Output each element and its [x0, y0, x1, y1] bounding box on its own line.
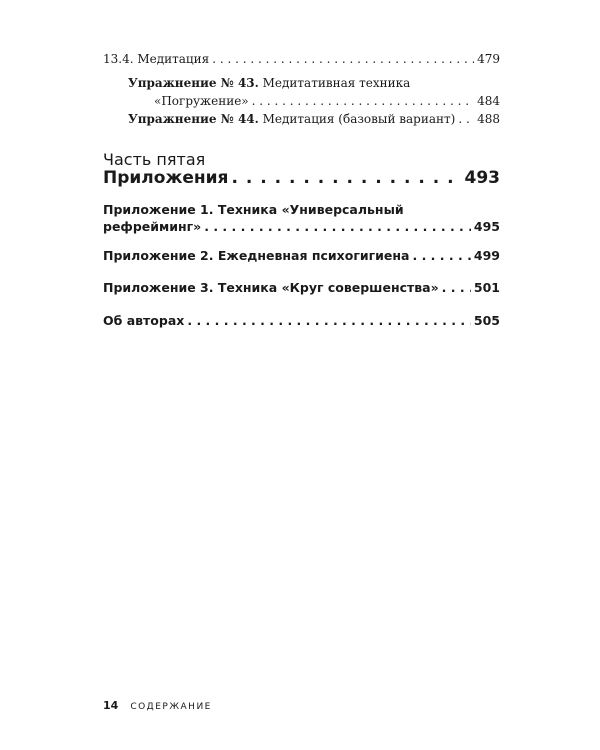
toc-entry-label: 13.4. Медитация	[103, 52, 210, 66]
exercise-prefix: Упражнение № 44.	[128, 112, 259, 126]
footer-section-label: СОДЕРЖАНИЕ	[130, 702, 212, 712]
part-title-entry[interactable]	[103, 168, 500, 188]
toc-entry-label: Медитация (базовый вариант)	[258, 112, 456, 126]
dot-leader	[212, 52, 474, 66]
toc-entry-label: Приложение 3. Техника «Круг совершенства»	[103, 280, 439, 295]
toc-page-number: 479	[477, 52, 500, 66]
toc-entry[interactable]	[103, 202, 404, 217]
footer-page-number: 14	[103, 699, 119, 712]
part-label: Часть пятая	[103, 150, 206, 169]
toc-entry-label: Приложение 1. Техника «Универсальный	[103, 202, 404, 217]
toc-page-number: 501	[473, 280, 500, 295]
dot-leader	[204, 219, 471, 234]
page-footer	[103, 699, 212, 712]
dot-leader	[231, 168, 461, 188]
toc-page-number: 484	[477, 94, 500, 108]
dot-leader	[187, 313, 471, 328]
toc-page-number: 505	[473, 313, 500, 328]
toc-entry-label: «Погружение»	[154, 94, 249, 108]
toc-entry-label: рефрейминг»	[103, 219, 202, 234]
toc-entry[interactable]	[103, 248, 500, 263]
toc-page-number: 499	[473, 248, 500, 263]
part-title: Приложения	[103, 168, 229, 188]
toc-entry-label: Приложение 2. Ежедневная психогигиена	[103, 248, 410, 263]
toc-page-number: 488	[477, 112, 500, 126]
dot-leader	[442, 280, 471, 295]
toc-entry[interactable]	[103, 313, 500, 328]
toc-entry-continuation[interactable]	[154, 94, 500, 108]
toc-entry-continuation[interactable]	[103, 219, 500, 234]
dot-leader	[412, 248, 470, 263]
toc-entry-label: Об авторах	[103, 313, 185, 328]
dot-leader	[252, 94, 474, 108]
toc-entry[interactable]	[128, 76, 410, 90]
toc-entry[interactable]	[103, 52, 500, 66]
toc-entry-label: Медитативная техника	[258, 76, 411, 90]
toc-page-number: 495	[473, 219, 500, 234]
dot-leader	[458, 112, 474, 126]
toc-page-number: 493	[464, 168, 500, 188]
toc-entry[interactable]	[103, 280, 500, 295]
toc-entry[interactable]	[128, 112, 500, 126]
exercise-prefix: Упражнение № 43.	[128, 76, 259, 90]
